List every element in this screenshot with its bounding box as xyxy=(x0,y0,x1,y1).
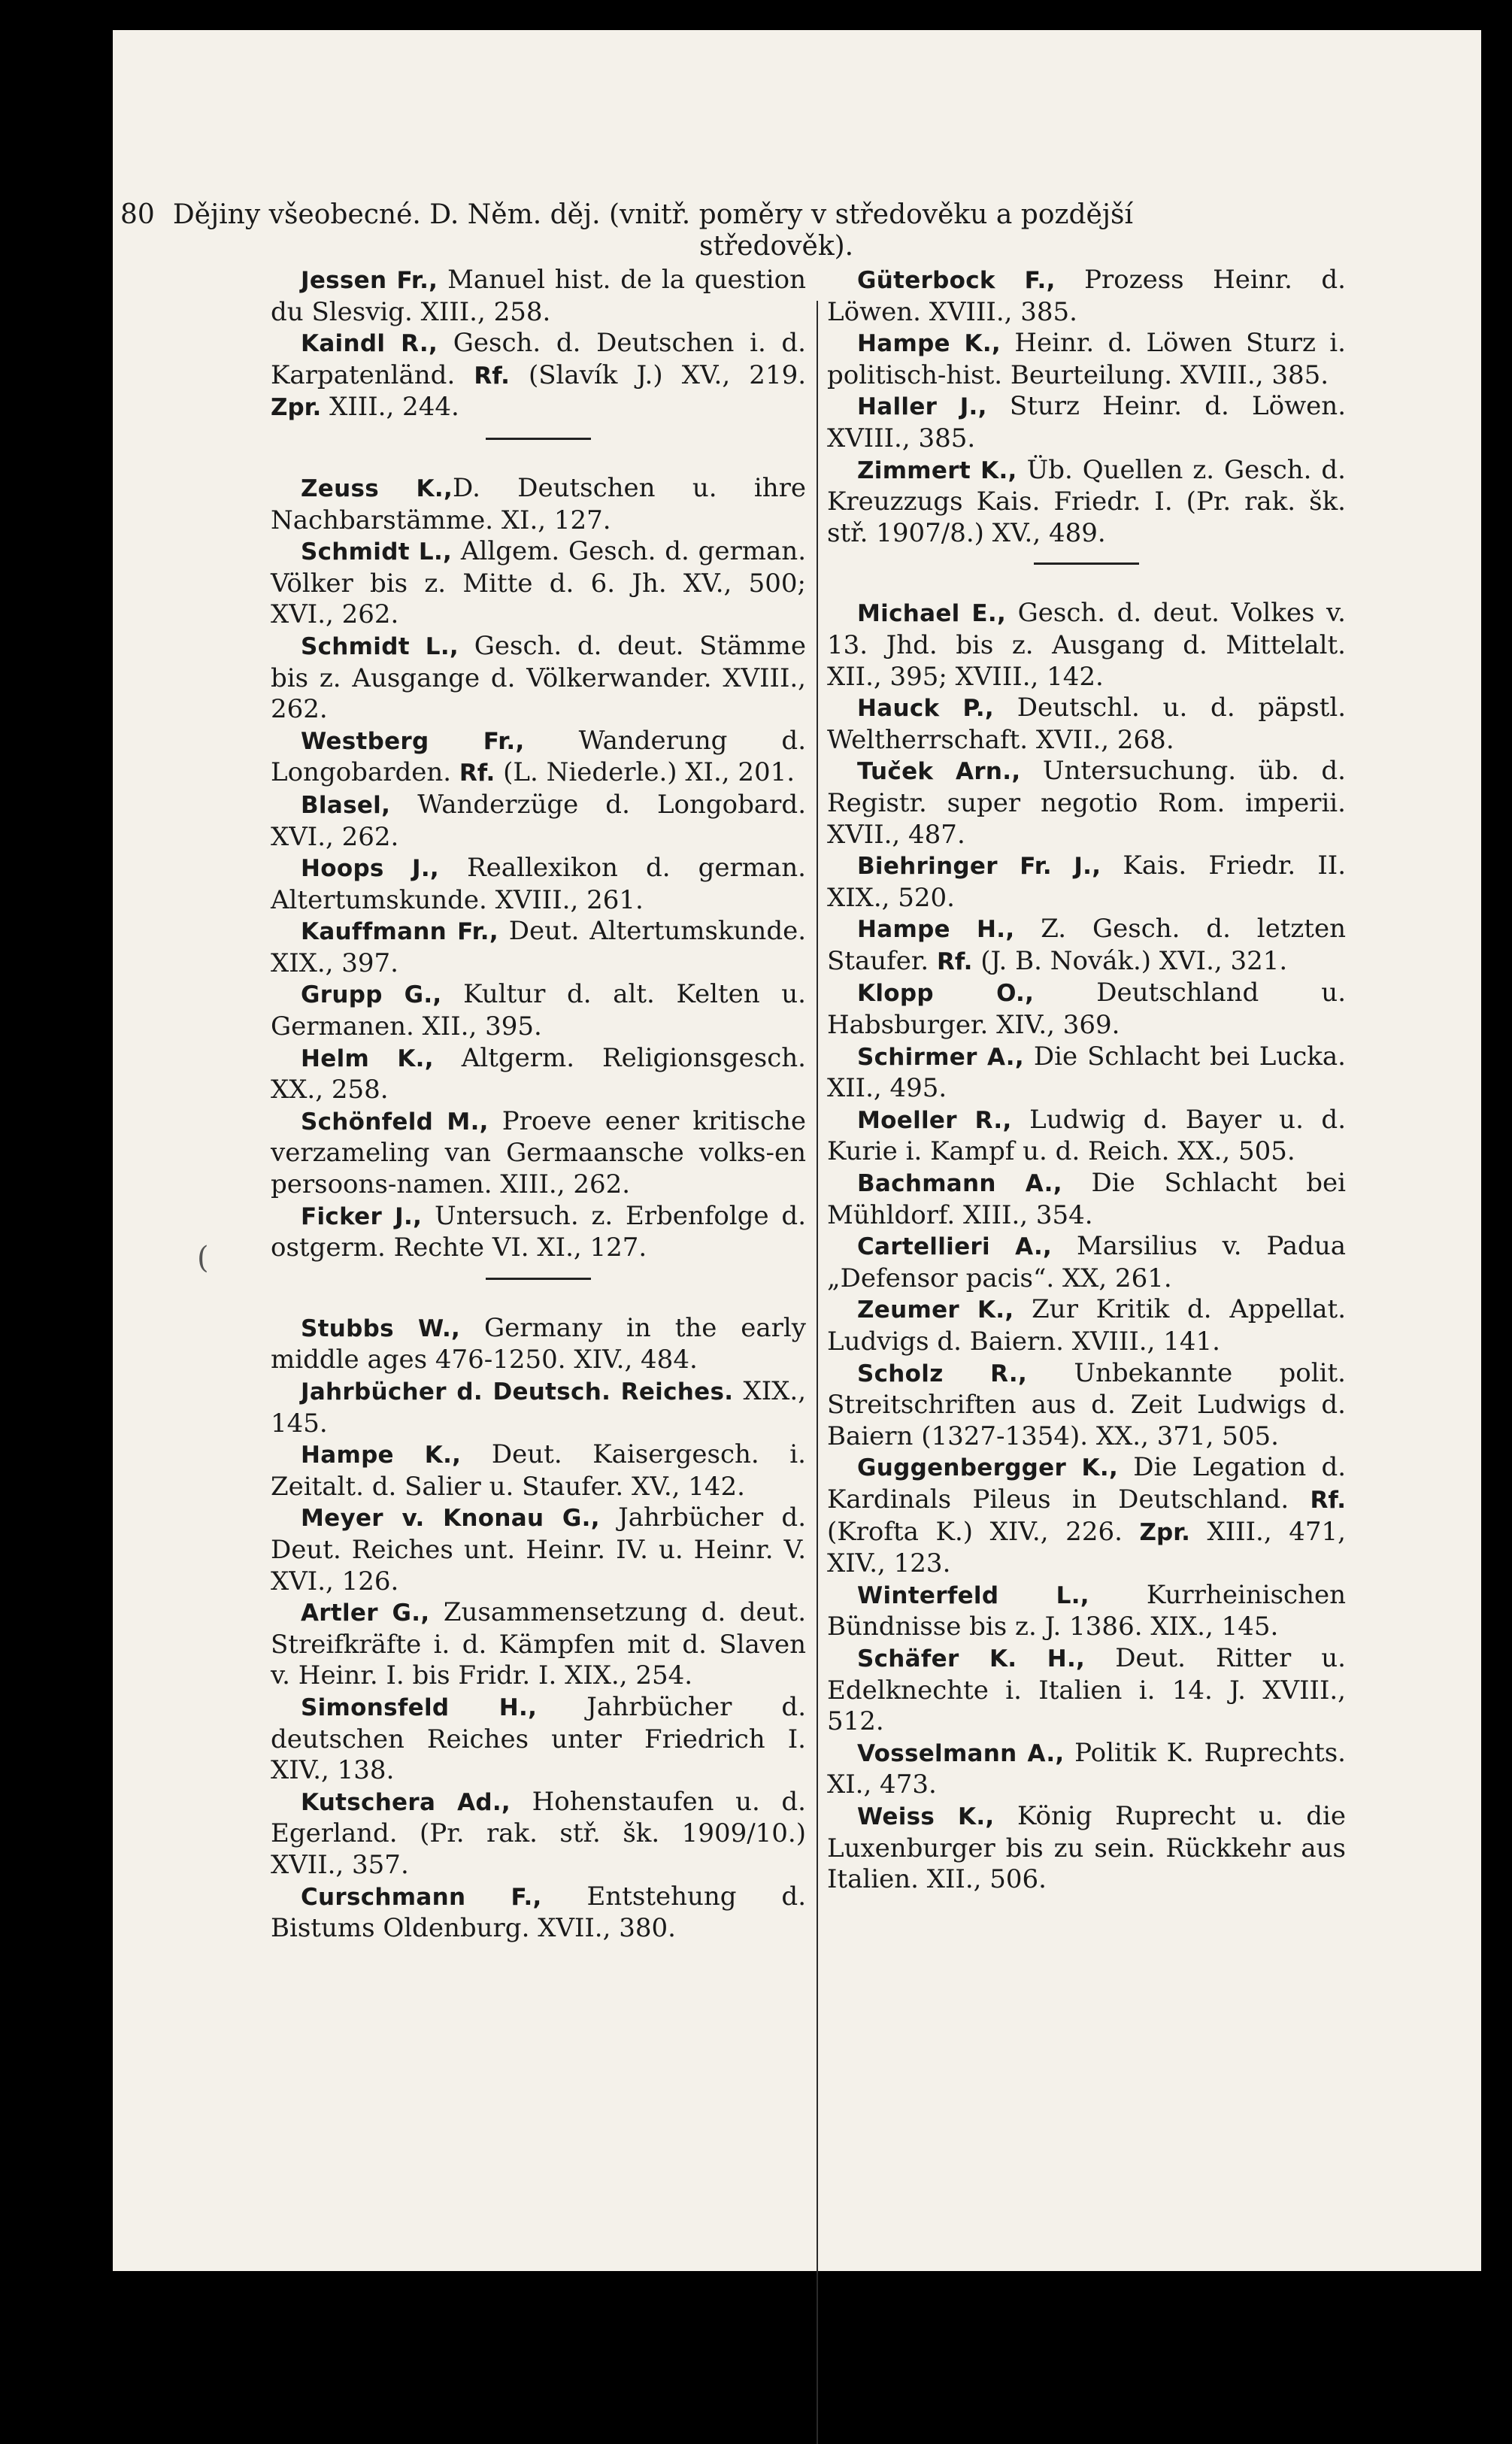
entry-author: Kauffmann Fr., xyxy=(301,918,498,946)
entry-text: Deut. Kaisergesch. i. Zeitalt. d. Salier u. Staufer. XV., 142. xyxy=(271,1439,806,1502)
column-divider xyxy=(817,301,818,2444)
bibliography-entry xyxy=(827,328,1346,391)
entry-author: Hampe H., xyxy=(857,916,1015,944)
bibliography-entry xyxy=(827,265,1346,328)
entry-author: Zimmert K., xyxy=(857,456,1017,484)
entry-author: Biehringer Fr. J., xyxy=(857,853,1101,881)
entry-text: Wanderung d. Longobarden. xyxy=(271,725,806,788)
entry-text: König Ruprecht u. die Luxenburger bis zu sein. Rückkehr aus Italien. XII., 506. xyxy=(827,1800,1346,1895)
bibliography-entry xyxy=(827,1358,1346,1453)
entry-text: (J. B. Novák.) XVI., 321. xyxy=(972,945,1288,976)
entry-text: Allgem. Gesch. d. german. Völker bis z. Mitte d. 6. Jh. XV., 500; XVI., 262. xyxy=(271,536,807,630)
entry-text: Jahrbücher d. Deut. Reiches unt. Heinr. IV. u. Heinr. V. XVI., 126. xyxy=(271,1502,807,1596)
bibliography-entry xyxy=(271,1376,806,1439)
bibliography-entry xyxy=(271,1882,806,1945)
entry-text: Die Schlacht bei Mühldorf. XIII., 354. xyxy=(827,1168,1346,1230)
entry-text: XIII., 471, XIV., 123. xyxy=(827,1516,1346,1579)
entry-text: Sturz Heinr. d. Löwen. XVIII., 385. xyxy=(827,391,1346,453)
entry-text: Deut. Ritter u. Edelknechte i. Italien i. 14. J. XVIII., 512. xyxy=(827,1642,1346,1737)
entry-text: Untersuch. z. Erbenfolge d. ostgerm. Rechte VI. XI., 127. xyxy=(271,1200,807,1263)
entry-text: Zur Kritik d. Appellat. Ludvigs d. Baiern. XVIII., 141. xyxy=(827,1294,1347,1357)
entry-text: Deut. Altertumskunde. XIX., 397. xyxy=(271,916,807,978)
entry-author: Guggenbergger K., xyxy=(857,1454,1119,1482)
bibliography-entry xyxy=(271,916,806,979)
bibliography-entry xyxy=(271,265,806,328)
page-number: 80 xyxy=(120,199,155,230)
bibliography-entry xyxy=(827,1231,1346,1294)
entry-text: Entstehung d. Bistums Oldenburg. XVII., 380. xyxy=(271,1881,807,1944)
entry-author: Schmidt L., xyxy=(301,632,459,660)
entry-author: Kaindl R., xyxy=(301,330,438,358)
entry-text: Deutschl. u. d. päpstl. Weltherrschaft. XVII., 268. xyxy=(827,693,1346,755)
bibliography-entry xyxy=(271,631,806,726)
left-column xyxy=(271,265,806,1945)
entry-text: XIX., 145. xyxy=(271,1376,807,1439)
bibliography-entry xyxy=(827,1294,1346,1357)
entry-text: Heinr. d. Löwen Sturz i. politisch-hist. Beurteilung. XVIII., 385. xyxy=(827,328,1346,390)
bibliography-entry xyxy=(827,1042,1346,1105)
entry-author: Schirmer A., xyxy=(857,1043,1024,1071)
bibliography-entry xyxy=(271,473,806,536)
entry-author: Kutschera Ad., xyxy=(301,1788,511,1816)
entry-author: Haller J., xyxy=(857,393,987,421)
bibliography-entry xyxy=(827,598,1346,693)
entry-author: Klopp O., xyxy=(857,980,1035,1008)
review-marker: Rf. xyxy=(474,362,510,390)
entry-author: Hoops J., xyxy=(301,855,440,883)
entry-text: Prozess Heinr. d. Löwen. XVIII., 385. xyxy=(827,265,1346,327)
bibliography-entry xyxy=(271,1106,806,1201)
bibliography-entry xyxy=(827,391,1346,454)
margin-pencil-mark: ( xyxy=(197,1241,209,1275)
entry-text: Altgerm. Religionsgesch. XX., 258. xyxy=(271,1042,806,1105)
entry-text: Marsilius v. Padua „Defensor pacis“. XX, 261. xyxy=(827,1231,1346,1293)
bibliography-entry xyxy=(271,1787,806,1882)
bibliography-entry xyxy=(271,853,806,916)
entry-text: Gesch. d. deut. Volkes v. 13. Jhd. bis z. Ausgang d. Mittelalt. XII., 395; XVIII., 142. xyxy=(827,598,1346,692)
bibliography-entry xyxy=(271,979,806,1042)
bibliography-entry xyxy=(827,978,1346,1041)
section-separator xyxy=(1034,562,1139,565)
entry-author: Zeumer K., xyxy=(857,1296,1014,1324)
entry-author: Bachmann A., xyxy=(857,1170,1062,1198)
entry-author: Cartellieri A., xyxy=(857,1233,1053,1261)
entry-author: Tuček Arn., xyxy=(857,758,1021,786)
bibliography-entry xyxy=(271,1597,806,1692)
header-title-line2: středověk). xyxy=(699,231,854,262)
bibliography-entry xyxy=(271,1692,806,1787)
bibliography-entry xyxy=(827,1643,1346,1738)
entry-text: (Slavík J.) XV., 219. xyxy=(509,359,807,390)
entry-text: Jahrbücher d. deutschen Reiches unter Friedrich I. XIV., 138. xyxy=(271,1691,806,1786)
bibliography-entry xyxy=(827,1168,1346,1231)
entry-author: Güterbock F., xyxy=(857,267,1056,294)
entry-text: Gesch. d. deut. Stämme bis z. Ausgange d. Völkerwander. XVIII., 262. xyxy=(271,630,806,725)
bibliography-entry xyxy=(827,851,1346,914)
bibliography-entry xyxy=(827,693,1346,756)
entry-text: Germany in the early middle ages 476-1250. XIV., 484. xyxy=(271,1312,807,1375)
bibliography-entry xyxy=(827,914,1346,978)
entry-text: Die Schlacht bei Lucka. XII., 495. xyxy=(827,1041,1346,1104)
entry-author: Schäfer K. H., xyxy=(857,1645,1086,1672)
bibliography-entry xyxy=(271,1201,806,1264)
section-separator xyxy=(486,438,591,440)
page-header xyxy=(120,199,1383,262)
bibliography-entry xyxy=(271,1502,806,1597)
review-marker: Rf. xyxy=(1310,1486,1346,1514)
entry-text: XIII., 244. xyxy=(321,392,459,423)
bibliography-entry xyxy=(827,1580,1346,1643)
bibliography-entry xyxy=(271,328,806,424)
entry-text: Unbekannte polit. Streitschriften aus d. Zeit Ludwigs d. Baiern (1327-1354). XX., 371, 505. xyxy=(827,1357,1346,1451)
bibliography-entry xyxy=(827,1801,1346,1896)
entry-author: Artler G., xyxy=(301,1600,430,1627)
entry-text: Z. Gesch. d. letzten Staufer. xyxy=(827,914,1346,976)
entry-author: Winterfeld L., xyxy=(857,1581,1089,1609)
entry-text: Zusammensetzung d. deut. Streifkräfte i. d. Kämpfen mit d. Slaven v. Heinr. I. bis Fridr. I. XIX., 254. xyxy=(271,1597,806,1691)
entry-author: Weiss K., xyxy=(857,1803,995,1830)
right-column xyxy=(827,265,1346,1896)
entry-author: Hampe K., xyxy=(301,1442,462,1469)
bibliography-entry xyxy=(827,1105,1346,1168)
entry-text: Kultur d. alt. Kelten u. Germanen. XII., 395. xyxy=(271,979,806,1042)
entry-author: Moeller R., xyxy=(857,1106,1012,1134)
review-marker: Zpr. xyxy=(271,394,322,422)
entry-text: Manuel hist. de la question du Slesvig. XIII., 258. xyxy=(271,265,806,327)
bibliography-entry xyxy=(827,1738,1346,1801)
entry-author: Meyer v. Knonau G., xyxy=(301,1505,600,1533)
entry-author: Schmidt L., xyxy=(301,538,453,566)
bibliography-entry xyxy=(271,790,806,853)
entry-author: Curschmann F., xyxy=(301,1883,542,1911)
entry-text: Kais. Friedr. II. XIX., 520. xyxy=(827,851,1347,913)
section-separator xyxy=(486,1278,591,1280)
bibliography-entry xyxy=(827,756,1346,851)
entry-author: Ficker J., xyxy=(301,1202,423,1230)
entry-text: Reallexikon d. german. Altertumskunde. XVIII., 261. xyxy=(271,853,806,915)
entry-author: Zeuss K., xyxy=(301,475,453,502)
entry-author: Simonsfeld H., xyxy=(301,1694,538,1721)
entry-author: Stubbs W., xyxy=(301,1314,461,1342)
entry-author: Hauck P., xyxy=(857,695,994,723)
entry-text: Wanderzüge d. Longobard. XVI., 262. xyxy=(271,789,806,852)
entry-author: Vosselmann A., xyxy=(857,1739,1065,1767)
entry-text: Kurrheinischen Bündnisse bis z. J. 1386. XIX., 145. xyxy=(827,1579,1346,1642)
header-title-line1: Dějiny všeobecné. D. Něm. děj. (vnitř. poměry v středověku a pozdější xyxy=(172,199,1133,230)
entry-author: Helm K., xyxy=(301,1045,434,1072)
bibliography-entry xyxy=(271,726,806,790)
bibliography-entry xyxy=(271,536,806,631)
review-marker: Rf. xyxy=(459,760,495,787)
entry-author: Westberg Fr., xyxy=(301,727,525,755)
entry-text: Deutschland u. Habsburger. XIV., 369. xyxy=(827,978,1346,1041)
entry-text: Politik K. Ruprechts. XI., 473. xyxy=(827,1737,1346,1800)
entry-text: (Krofta K.) XIV., 226. xyxy=(827,1516,1140,1547)
entry-text: Üb. Quellen z. Gesch. d. Kreuzzugs Kais. Friedr. I. (Pr. rak. šk. stř. 1907/8.) XV., 489. xyxy=(827,454,1346,548)
bibliography-entry xyxy=(271,1313,806,1376)
entry-text: Proeve eener kritische verzameling van Germaansche volks-en persoons-namen. XIII., 262. xyxy=(271,1105,806,1200)
entry-author: Michael E., xyxy=(857,600,1007,628)
entry-text: Die Legation d. Kardinals Pileus in Deutschland. xyxy=(827,1452,1347,1515)
entry-author: Jessen Fr., xyxy=(301,267,438,294)
bibliography-entry xyxy=(271,1043,806,1106)
entry-author: Jahrbücher d. Deutsch. Reiches. xyxy=(301,1378,734,1405)
review-marker: Rf. xyxy=(936,948,973,975)
bibliography-entry xyxy=(827,455,1346,550)
entry-text: D. Deutschen u. ihre Nachbarstämme. XI., 127. xyxy=(271,472,806,535)
bibliography-entry xyxy=(271,1439,806,1502)
entry-text: Hohenstaufen u. d. Egerland. (Pr. rak. stř. šk. 1909/10.) XVII., 357. xyxy=(271,1786,806,1880)
entry-author: Scholz R., xyxy=(857,1360,1028,1387)
review-marker: Zpr. xyxy=(1139,1518,1190,1546)
entry-text: (L. Niederle.) XI., 201. xyxy=(495,757,795,788)
entry-text: Ludwig d. Bayer u. d. Kurie i. Kampf u. d. Reich. XX., 505. xyxy=(827,1104,1346,1167)
entry-author: Grupp G., xyxy=(301,981,442,1009)
entry-author: Schönfeld M., xyxy=(301,1108,489,1136)
entry-author: Hampe K., xyxy=(857,330,1001,358)
entry-text: Gesch. d. Deutschen i. d. Karpatenländ. xyxy=(271,328,806,390)
bibliography-entry xyxy=(827,1452,1346,1579)
entry-author: Blasel, xyxy=(301,791,391,819)
entry-text: Untersuchung. üb. d. Registr. super negotio Rom. imperii. XVII., 487. xyxy=(827,756,1346,850)
